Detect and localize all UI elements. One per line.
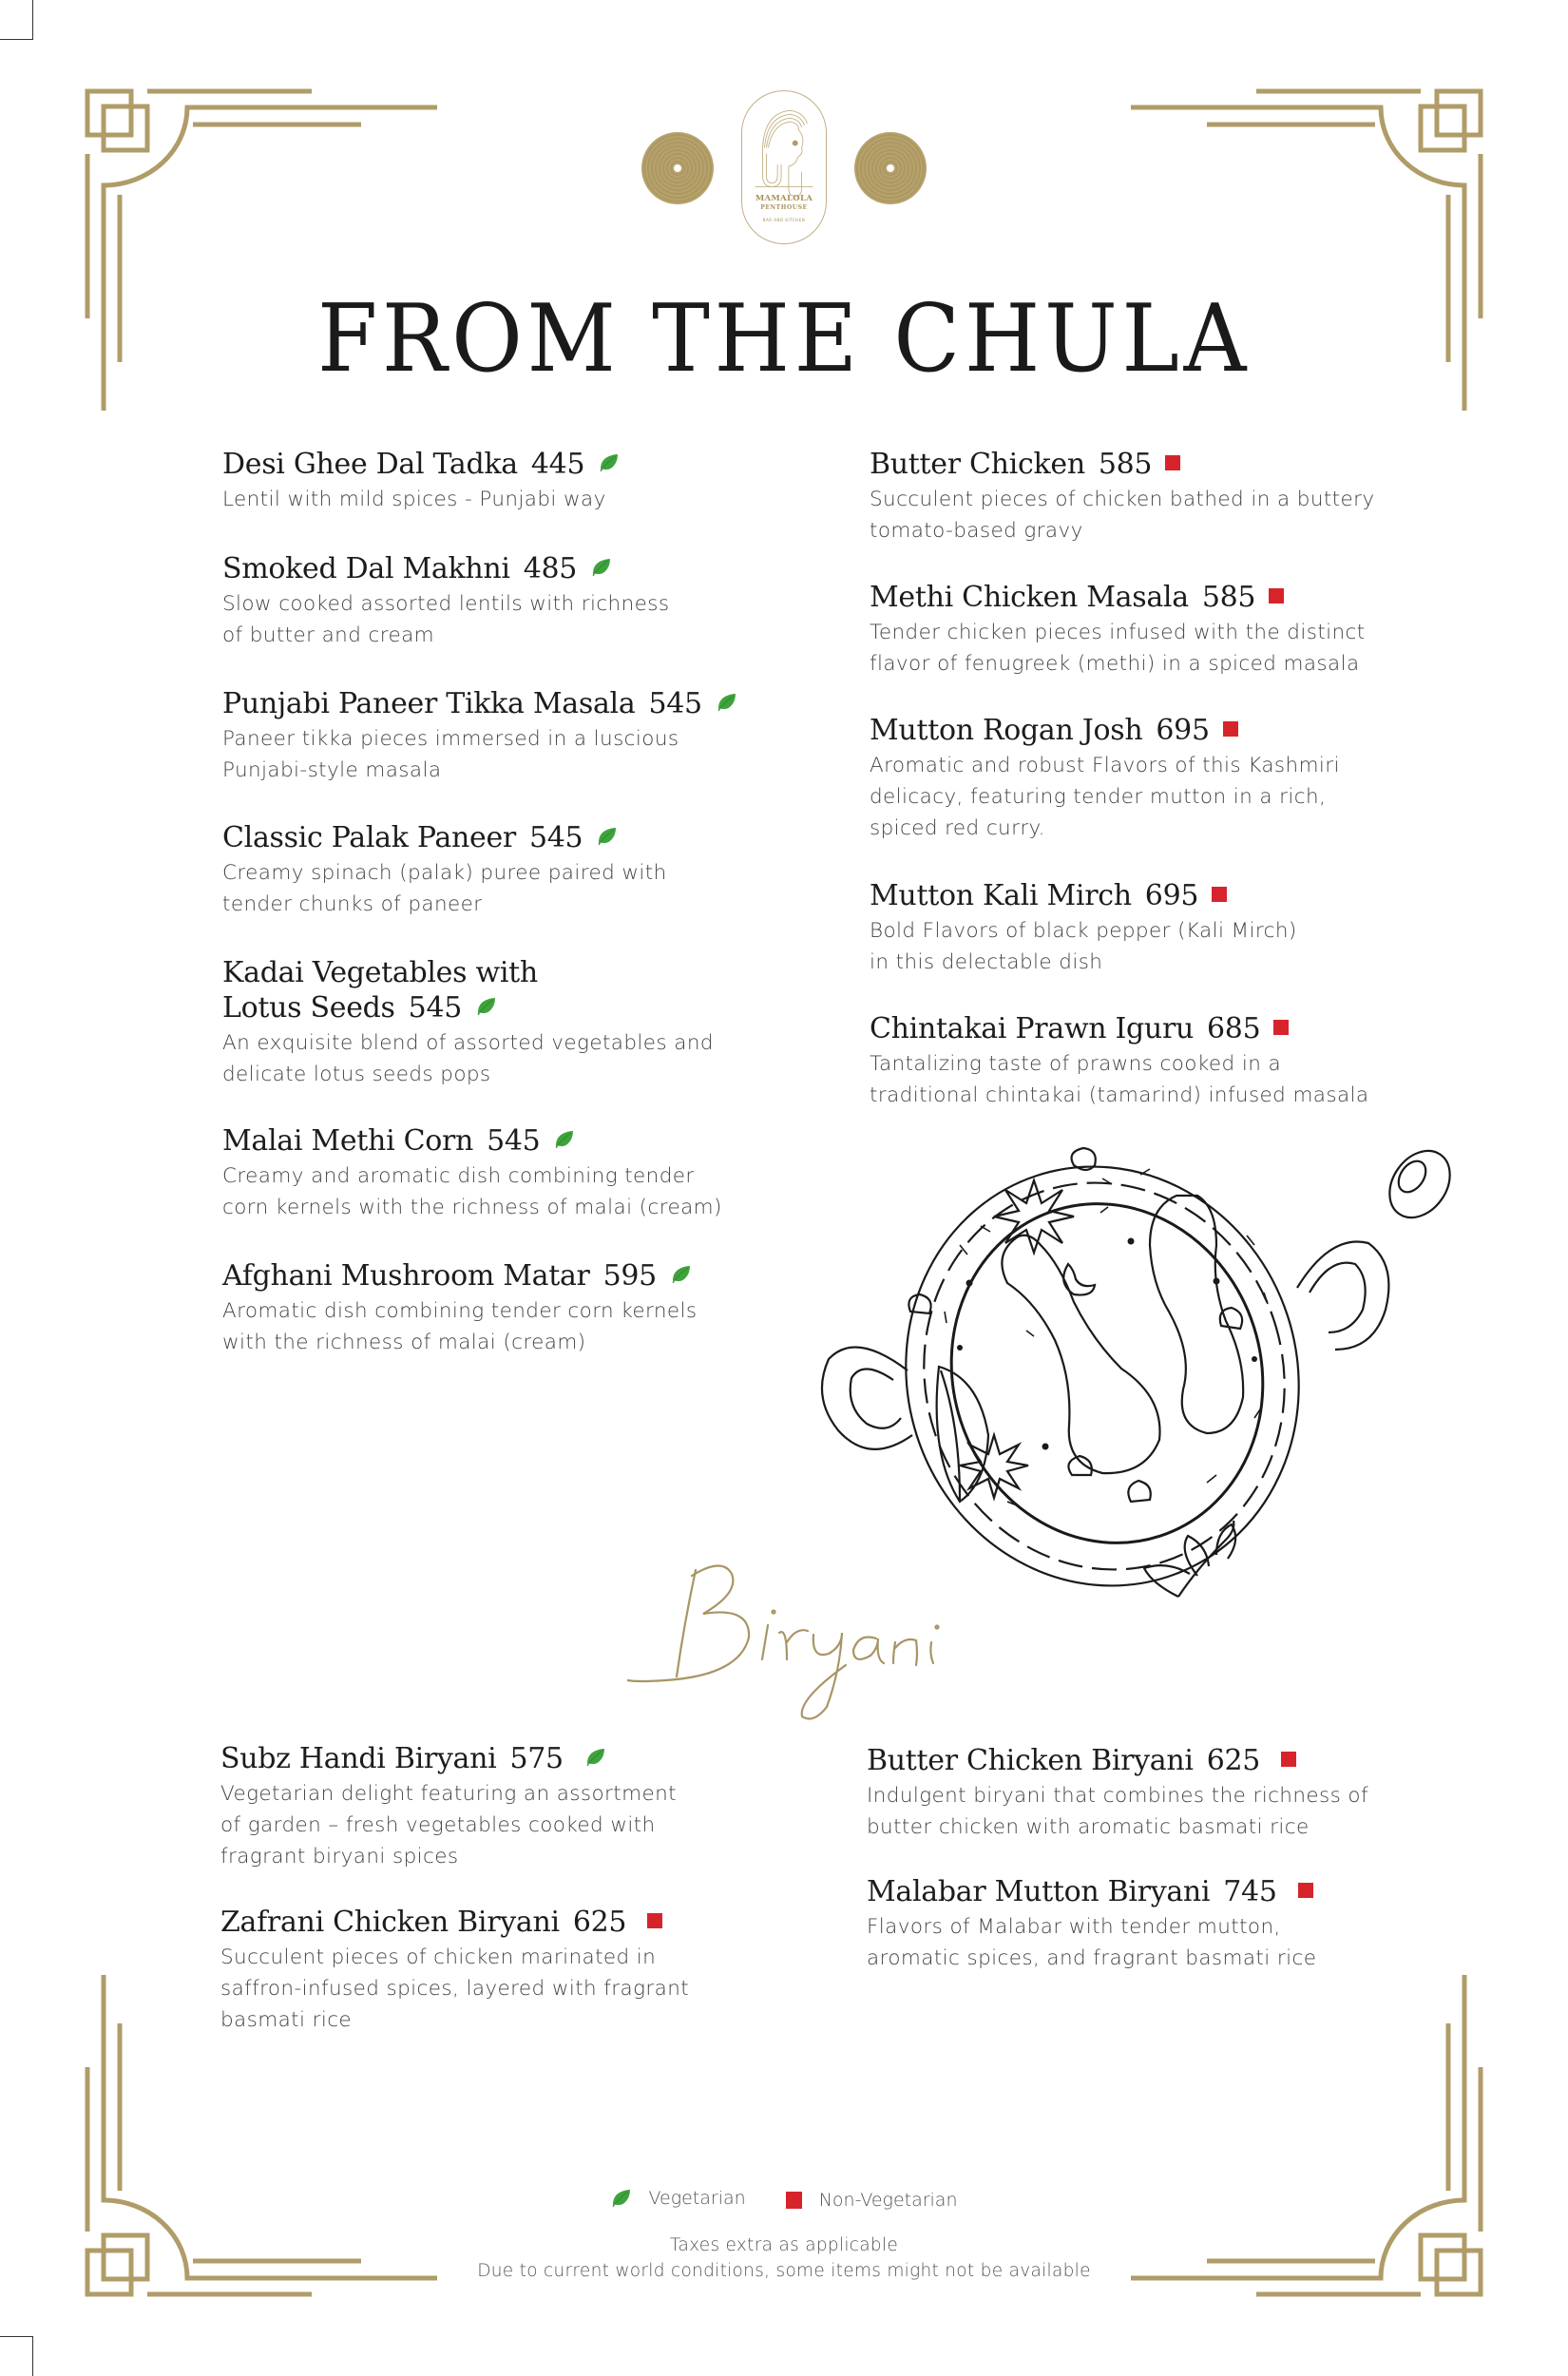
item-description: Flavors of Malabar with tender mutton, aromatic spices, and fragrant basmati rice [867, 1915, 1317, 1970]
item-price: 595 [602, 1259, 657, 1293]
item-price: 625 [572, 1906, 627, 1939]
item-name: Mutton Rogan Josh [870, 714, 1143, 747]
item-name: Zafrani Chicken Biryani [220, 1906, 560, 1939]
legend-veg-label: Vegetarian [648, 2188, 746, 2209]
item-price: 485 [523, 552, 578, 585]
menu-item [220, 1741, 677, 1872]
gold-disc-icon [854, 132, 927, 204]
item-name-line1: Kadai Vegetables with [222, 956, 538, 989]
brand-tagline: BAR AND KITCHEN [762, 218, 806, 222]
item-price: 545 [648, 687, 702, 720]
item-name: Desi Ghee Dal Tadka [222, 448, 518, 481]
page-title: FROM THE CHULA [316, 285, 1252, 393]
item-name: Malai Methi Corn [222, 1124, 474, 1158]
leaf-icon [584, 1747, 605, 1768]
diet-legend [0, 2188, 1568, 2213]
item-description: Creamy and aromatic dish combining tender corn kernels with the richness of malai (cream) [222, 1164, 722, 1219]
menu-item [870, 1011, 1369, 1111]
leaf-icon [475, 996, 496, 1017]
leaf-icon [670, 1264, 691, 1285]
menu-item [870, 713, 1340, 844]
item-name: Subz Handi Biryani [220, 1742, 497, 1775]
item-name: Smoked Dal Makhni [222, 552, 510, 585]
menu-item [867, 1874, 1316, 1974]
menu-item [222, 955, 714, 1090]
red-square-icon [1165, 455, 1180, 470]
item-name: Afghani Mushroom Matar [222, 1259, 590, 1293]
item-description: Aromatic and robust Flavors of this Kashmiri delicacy, featuring tender mutton in a rich, spiced red curry. [870, 754, 1340, 840]
item-price: 545 [408, 991, 463, 1025]
brand-logo [637, 90, 931, 252]
item-name: Malabar Mutton Biryani [867, 1875, 1211, 1908]
item-name: Classic Palak Paneer [222, 821, 516, 854]
item-name: Mutton Kali Mirch [870, 879, 1132, 912]
red-square-icon [1281, 1752, 1296, 1767]
legend-non-veg-label: Non-Vegetarian [818, 2190, 958, 2211]
menu-item [220, 1905, 689, 2036]
menu-item [222, 1258, 698, 1358]
menu-item [867, 1743, 1368, 1843]
menu-item [222, 820, 667, 920]
item-description: Paneer tikka pieces immersed in a luscious Punjabi-style masala [222, 727, 679, 782]
item-price: 745 [1223, 1875, 1277, 1908]
brand-name: MAMALOLA [755, 194, 813, 203]
item-description: Creamy spinach (palak) puree paired with tender chunks of paneer [222, 861, 667, 916]
item-description: Tender chicken pieces infused with the distinct flavor of fenugreek (methi) in a spiced masala [870, 621, 1366, 676]
item-price: 585 [1098, 448, 1153, 481]
item-price: 545 [528, 821, 583, 854]
biryani-section-title [627, 1547, 969, 1728]
red-square-icon [647, 1913, 662, 1928]
brand-subname: PENTHOUSE [760, 204, 808, 211]
item-description: Tantalizing taste of prawns cooked in a traditional chintakai (tamarind) infused masala [870, 1052, 1369, 1107]
menu-item [222, 447, 619, 515]
red-square-icon [1273, 1020, 1289, 1035]
item-description: Succulent pieces of chicken bathed in a buttery tomato-based gravy [870, 488, 1375, 543]
item-price: 445 [530, 448, 585, 481]
item-name: Lotus Seeds [222, 991, 395, 1025]
item-price: 695 [1144, 879, 1199, 912]
item-description: Succulent pieces of chicken marinated in saffron-infused spices, layered with fragrant basmati rice [220, 1945, 690, 2032]
menu-item [870, 447, 1375, 546]
item-name: Methi Chicken Masala [870, 581, 1189, 614]
availability-note: Due to current world conditions, some items might not be available [477, 2261, 1091, 2281]
leaf-icon [598, 452, 619, 473]
item-price: 685 [1207, 1012, 1261, 1045]
gold-disc-icon [641, 132, 714, 204]
item-price: 625 [1206, 1744, 1261, 1777]
item-description: Vegetarian delight featuring an assortment of garden – fresh vegetables cooked with fragrant biryani spices [220, 1782, 677, 1868]
menu-item [870, 580, 1366, 680]
item-description: Indulgent biryani that combines the richness of butter chicken with aromatic basmati rice [867, 1784, 1368, 1839]
crop-mark-bottom-left [0, 2336, 33, 2376]
crop-mark-top-left [0, 0, 33, 40]
item-description: An exquisite blend of assorted vegetables and delicate lotus seeds pops [222, 1031, 714, 1086]
item-description: Slow cooked assorted lentils with richness of butter and cream [222, 592, 670, 647]
red-square-icon [1223, 721, 1238, 737]
red-square-icon [786, 2192, 802, 2209]
menu-item [870, 878, 1297, 978]
leaf-icon [716, 692, 736, 713]
biryani-script-heading [627, 1547, 969, 1728]
item-description: Bold Flavors of black pepper (Kali Mirch) in this delectable dish [870, 919, 1297, 974]
red-square-icon [1212, 887, 1227, 902]
leaf-icon [590, 557, 611, 578]
item-name: Butter Chicken [870, 448, 1085, 481]
menu-item [222, 1123, 722, 1223]
brand-badge [741, 90, 827, 244]
item-name: Chintakai Prawn Iguru [870, 1012, 1195, 1045]
leaf-icon [610, 2188, 631, 2209]
item-description: Aromatic dish combining tender corn kernels with the richness of malai (cream) [222, 1299, 698, 1354]
legend-non-veg [786, 2190, 958, 2211]
item-description: Lentil with mild spices - Punjabi way [222, 488, 606, 511]
item-name: Punjabi Paneer Tikka Masala [222, 687, 636, 720]
menu-item [222, 551, 669, 651]
item-price: 545 [487, 1124, 541, 1158]
leaf-icon [553, 1129, 574, 1150]
red-square-icon [1269, 588, 1284, 604]
taxes-note: Taxes extra as applicable [669, 2235, 899, 2255]
item-price: 575 [509, 1742, 564, 1775]
menu-item [222, 686, 736, 786]
red-square-icon [1298, 1883, 1313, 1898]
legend-veg [610, 2188, 745, 2209]
item-name: Butter Chicken Biryani [867, 1744, 1194, 1777]
item-price: 585 [1201, 581, 1256, 614]
item-price: 695 [1156, 714, 1210, 747]
leaf-icon [596, 826, 617, 847]
